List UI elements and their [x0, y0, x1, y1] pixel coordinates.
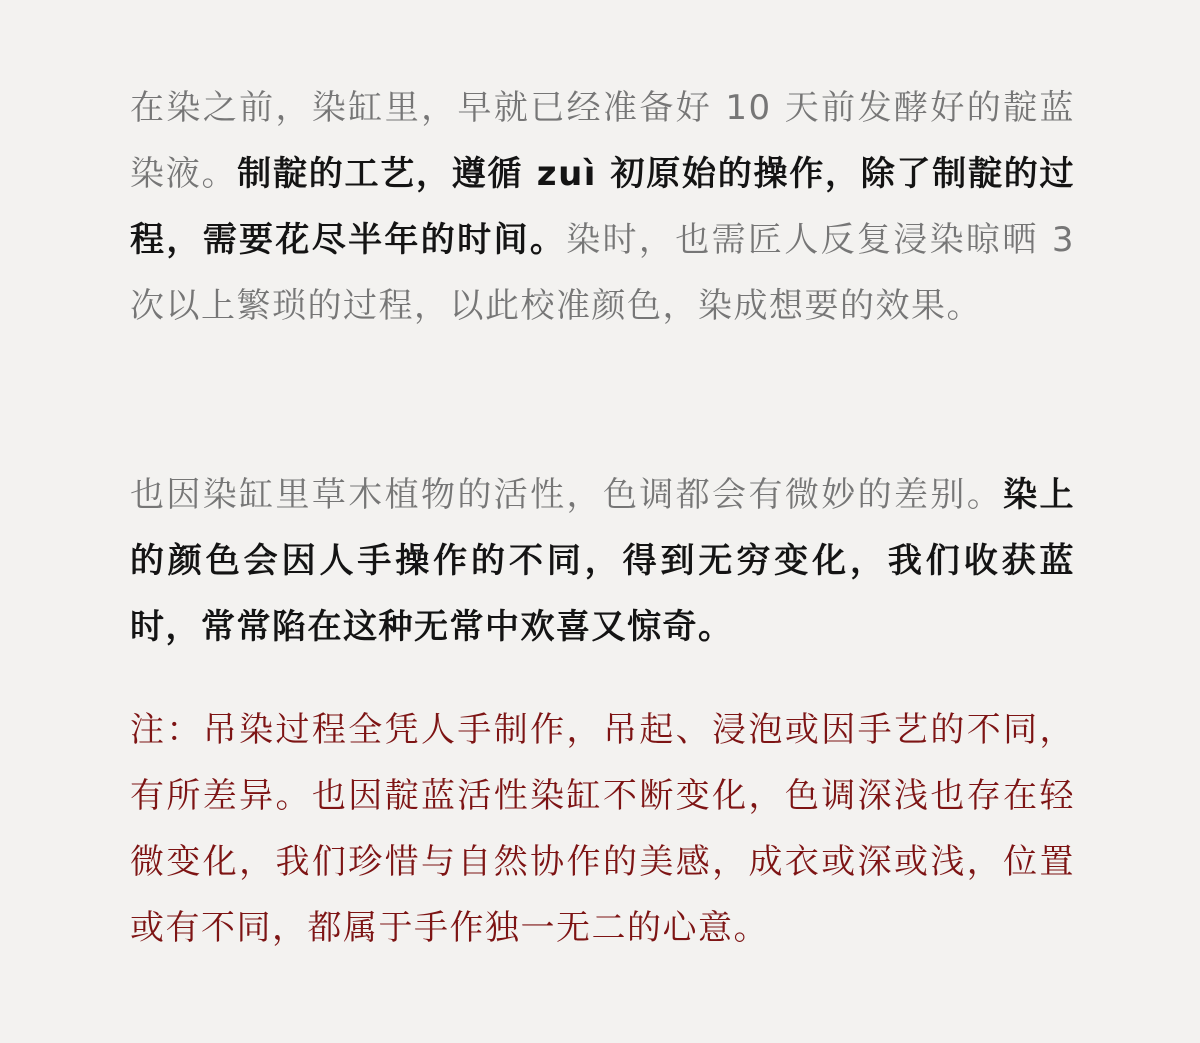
paragraph-1-intro: 在染之前，染缸里，早就已经准备好 10 天前发酵好的靛蓝染液。	[130, 88, 1075, 194]
paragraph-2-highlight: 染上的颜色会因人手操作的不同，得到无穷变化，我们收获蓝时，常常陷在这种无常中欢喜又惊奇。	[130, 475, 1076, 647]
paragraph-1-highlight: 制靛的工艺，遵循 zuì 初原始的操作，除了制靛的过程，需要花尽半年的时间。	[130, 154, 1076, 260]
paragraph-2-intro: 也因染缸里草木植物的活性，色调都会有微妙的差别。	[130, 475, 1004, 515]
paragraph-1-outro: 染时，也需匠人反复浸染晾晒 3 次以上繁琐的过程，以此校准颜色，染成想要的效果。	[130, 220, 1075, 326]
paragraph-indigo-process	[130, 75, 1075, 339]
paragraph-color-variation	[130, 462, 1075, 660]
note-paragraph	[130, 697, 1075, 961]
note-text: 注：吊染过程全凭人手制作，吊起、浸泡或因手艺的不同，有所差异。也因靛蓝活性染缸不断变化，色调深浅也存在轻微变化，我们珍惜与自然协作的美感，成衣或深或浅，位置或有不同，都属于手作独一无二的心意。	[130, 710, 1075, 948]
